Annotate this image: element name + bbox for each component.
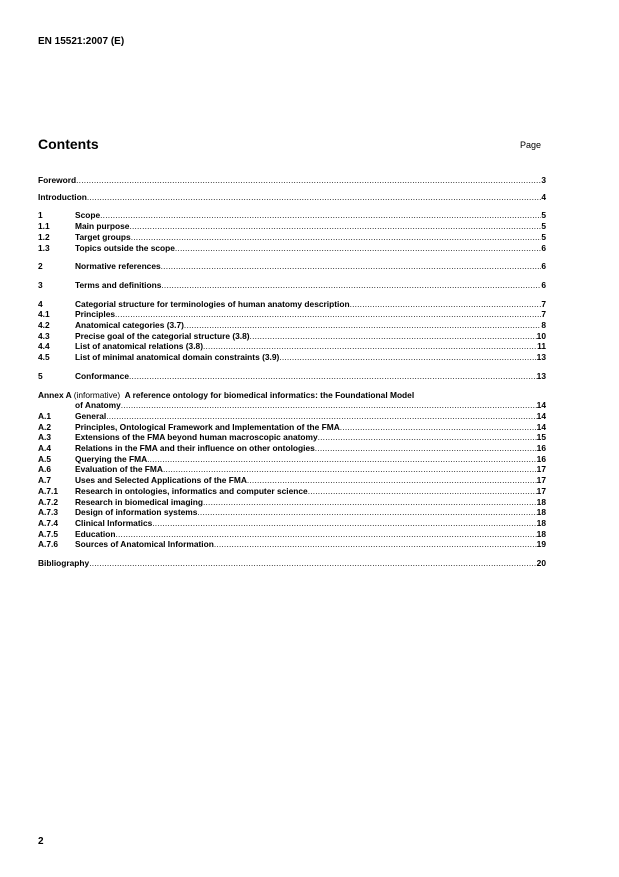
toc-entry-page: 10 <box>536 330 546 341</box>
toc-entry-number: 1 <box>38 210 43 221</box>
toc-entry-text: Education <box>75 528 116 539</box>
leader-dots <box>340 422 537 433</box>
toc-entry-4-4[interactable] <box>38 341 546 352</box>
toc-entry-1-1[interactable] <box>38 221 546 232</box>
toc-entry-number: A.1 <box>38 410 52 421</box>
toc-entry-page: 18 <box>536 496 546 507</box>
leader-dots <box>203 341 537 352</box>
toc-entry-number: 1.2 <box>38 231 50 242</box>
toc-entry-annex-a[interactable] <box>38 390 546 401</box>
toc-entry-number: A.7.1 <box>38 485 59 496</box>
toc-entry-number: 4 <box>38 298 43 309</box>
toc-entry-a-5[interactable] <box>38 454 546 465</box>
annex-title-line-1: A reference ontology for biomedical informatics: the Foundational Model <box>124 389 415 400</box>
toc-entry-2[interactable] <box>38 261 546 272</box>
leader-dots <box>106 411 536 422</box>
toc-entry-page: 20 <box>536 558 546 569</box>
toc-entry-number: 3 <box>38 279 43 290</box>
page-column-label: Page <box>520 140 542 150</box>
toc-entry-number: 2 <box>38 261 43 272</box>
toc-entry-text: Bibliography <box>38 558 90 569</box>
toc-entry-text: Principles <box>75 309 116 320</box>
leader-dots <box>279 352 536 363</box>
toc-entry-text: Sources of Anatomical Information <box>75 539 214 550</box>
annex-label: Annex A <box>38 389 72 400</box>
toc-entry-text: Research in ontologies, informatics and computer science <box>75 485 308 496</box>
toc-entry-page: 5 <box>541 221 546 232</box>
toc-entry-page: 14 <box>536 410 546 421</box>
toc-entry-page: 13 <box>536 352 546 363</box>
toc-entry-text: Scope <box>75 210 101 221</box>
toc-entry-bibliography[interactable] <box>38 558 546 569</box>
toc-entry-page: 14 <box>536 421 546 432</box>
toc-entry-a-7-5[interactable] <box>38 529 546 540</box>
toc-entry-4[interactable] <box>38 299 546 310</box>
toc-entry-a-1[interactable] <box>38 411 546 422</box>
toc-entry-number: A.3 <box>38 432 52 443</box>
toc-entry-page: 17 <box>536 464 546 475</box>
page-number: 2 <box>38 836 44 847</box>
toc-entry-number: 5 <box>38 370 43 381</box>
leader-dots <box>161 280 541 291</box>
document-id: EN 15521:2007 (E) <box>38 36 125 47</box>
toc-entry-3[interactable] <box>38 280 546 291</box>
toc-entry-text: Introduction <box>38 191 87 202</box>
leader-dots <box>161 261 542 272</box>
toc-entry-page: 7 <box>541 309 546 320</box>
table-of-contents <box>38 175 546 569</box>
toc-entry-page: 6 <box>541 279 546 290</box>
toc-entry-number: A.7 <box>38 475 52 486</box>
toc-entry-number: 4.1 <box>38 309 50 320</box>
toc-entry-page: 5 <box>541 231 546 242</box>
toc-entry-page: 18 <box>536 507 546 518</box>
toc-entry-number: A.5 <box>38 453 52 464</box>
toc-entry-number: A.4 <box>38 443 52 454</box>
toc-entry-5[interactable] <box>38 371 546 382</box>
leader-dots <box>350 299 542 310</box>
toc-entry-number: 1.3 <box>38 242 50 253</box>
toc-entry-a-4[interactable] <box>38 443 546 454</box>
leader-dots <box>100 210 541 221</box>
leader-dots <box>197 507 536 518</box>
toc-entry-number: A.2 <box>38 421 52 432</box>
toc-entry-text: Anatomical categories (3.7) <box>75 320 184 331</box>
toc-entry-text: Conformance <box>75 370 129 381</box>
leader-dots <box>129 221 541 232</box>
toc-entry-text: Extensions of the FMA beyond human macroscopic anatomy <box>75 432 318 443</box>
toc-entry-a-7-2[interactable] <box>38 497 546 508</box>
leader-dots <box>184 320 541 331</box>
toc-entry-page: 14 <box>536 400 546 411</box>
toc-entry-number: 4.4 <box>38 341 50 352</box>
toc-entry-page: 15 <box>536 432 546 443</box>
toc-entry-number: A.7.4 <box>38 517 59 528</box>
toc-entry-number: A.7.2 <box>38 496 59 507</box>
toc-entry-text: List of anatomical relations (3.8) <box>75 341 203 352</box>
toc-entry-text: General <box>75 410 107 421</box>
leader-dots <box>115 529 536 540</box>
toc-entry-page: 16 <box>536 453 546 464</box>
toc-entry-4-1[interactable] <box>38 309 546 320</box>
leader-dots <box>315 443 537 454</box>
leader-dots <box>163 464 537 475</box>
toc-entry-page: 17 <box>536 475 546 486</box>
annex-title-line-2: of Anatomy <box>75 400 121 411</box>
leader-dots <box>247 475 537 486</box>
toc-entry-introduction[interactable] <box>38 192 546 203</box>
toc-entry-a-7-1[interactable] <box>38 486 546 497</box>
toc-entry-number: A.7.5 <box>38 528 59 539</box>
toc-entry-number: 4.3 <box>38 330 50 341</box>
toc-entry-page: 19 <box>536 539 546 550</box>
toc-entry-text: Clinical Informatics <box>75 517 153 528</box>
toc-entry-4-3[interactable] <box>38 331 546 342</box>
leader-dots <box>250 331 537 342</box>
annex-informative: (informative) <box>73 389 121 400</box>
leader-dots <box>129 371 537 382</box>
toc-entry-page: 11 <box>537 341 546 352</box>
toc-entry-4-5[interactable] <box>38 352 546 363</box>
leader-dots <box>131 232 542 243</box>
leader-dots <box>203 497 537 508</box>
toc-entry-a-7-3[interactable] <box>38 507 546 518</box>
toc-entry-foreword[interactable] <box>38 175 546 186</box>
toc-entry-text: Normative references <box>75 261 161 272</box>
toc-entry-page: 6 <box>541 242 546 253</box>
toc-entry-page: 7 <box>541 298 546 309</box>
leader-dots <box>121 400 537 411</box>
toc-entry-page: 3 <box>541 175 546 185</box>
leader-dots <box>308 486 537 497</box>
toc-entry-4-2[interactable] <box>38 320 546 331</box>
toc-entry-number: 4.5 <box>38 352 50 363</box>
leader-dots <box>87 192 541 203</box>
toc-entry-page: 5 <box>541 210 546 221</box>
toc-entry-number: A.7.6 <box>38 539 59 550</box>
toc-entry-text: Topics outside the scope <box>75 242 175 253</box>
toc-entry-page: 6 <box>541 261 546 272</box>
leader-dots <box>76 175 541 186</box>
toc-entry-a-6[interactable] <box>38 464 546 475</box>
leader-dots <box>115 309 541 320</box>
leader-dots <box>318 432 537 443</box>
toc-entry-text: List of minimal anatomical domain constraints (3.9) <box>75 352 280 363</box>
toc-entry-a-7[interactable] <box>38 475 546 486</box>
toc-entry-text: Categorial structure for terminologies of human anatomy description <box>75 298 350 309</box>
leader-dots <box>152 518 536 529</box>
toc-entry-text: Relations in the FMA and their influence on other ontologies <box>75 443 315 454</box>
toc-entry-number: 1.1 <box>38 221 50 232</box>
toc-entry-page: 13 <box>536 370 546 381</box>
toc-entry-page: 18 <box>536 528 546 539</box>
leader-dots <box>214 539 537 550</box>
toc-entry-number: 4.2 <box>38 320 50 331</box>
toc-entry-page: 17 <box>536 485 546 496</box>
toc-entry-a-7-6[interactable] <box>38 539 546 550</box>
toc-entry-text: Evaluation of the FMA <box>75 464 163 475</box>
toc-entry-text: Main purpose <box>75 221 130 232</box>
leader-dots <box>147 454 537 465</box>
toc-entry-a-7-4[interactable] <box>38 518 546 529</box>
toc-entry-a-3[interactable] <box>38 432 546 443</box>
leader-dots <box>89 558 536 569</box>
toc-entry-text: Target groups <box>75 231 131 242</box>
toc-entry-page: 4 <box>541 191 546 202</box>
toc-entry-page: 8 <box>541 320 546 331</box>
toc-entry-text: Terms and definitions <box>75 279 162 290</box>
toc-entry-text: Querying the FMA <box>75 453 148 464</box>
toc-entry-1-2[interactable] <box>38 232 546 243</box>
toc-entry-number: A.7.3 <box>38 507 59 518</box>
toc-entry-1-3[interactable] <box>38 243 546 254</box>
toc-entry-text: Uses and Selected Applications of the FMA <box>75 475 247 486</box>
toc-entry-annex-a-continuation[interactable] <box>38 400 546 411</box>
toc-entry-text: Principles, Ontological Framework and Implementation of the FMA <box>75 421 340 432</box>
toc-entry-text: Precise goal of the categorial structure (3.8) <box>75 330 250 341</box>
toc-entry-page: 16 <box>536 443 546 454</box>
toc-entry-number: A.6 <box>38 464 52 475</box>
toc-entry-a-2[interactable] <box>38 422 546 433</box>
contents-title: Contents <box>38 136 99 152</box>
toc-entry-text: Design of information systems <box>75 507 198 518</box>
toc-entry-1[interactable] <box>38 210 546 221</box>
leader-dots <box>175 243 541 254</box>
toc-entry-text: Foreword <box>38 175 77 185</box>
toc-entry-text: Research in biomedical imaging <box>75 496 203 507</box>
toc-entry-page: 18 <box>536 517 546 528</box>
